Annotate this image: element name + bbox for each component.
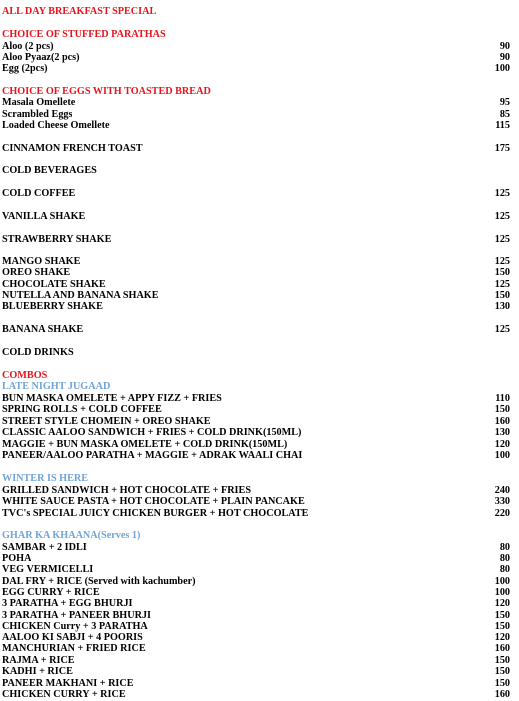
menu-item-name: MANCHURIAN + FRIED RICE [2, 643, 146, 654]
menu-item [2, 267, 510, 279]
menu-item-price: 80 [499, 564, 510, 575]
menu-item-name: PANEER MAKHANI + RICE [2, 678, 134, 689]
menu-item-name: SPRING ROLLS + COLD COFFEE [2, 404, 162, 415]
menu-item-name: 3 PARATHA + EGG BHURJI [2, 598, 133, 609]
menu-item-name: Scrambled Eggs [2, 109, 73, 120]
menu-item-name: GRILLED SANDWICH + HOT CHOCOLATE + FRIES [2, 485, 251, 496]
menu-item-name: TVC's SPECIAL JUICY CHICKEN BURGER + HOT CHOCOLATE [2, 508, 309, 519]
menu-item-name: 3 PARATHA + PANEER BHURJI [2, 610, 151, 621]
menu-item [2, 188, 510, 200]
section-heading: WINTER IS HERE [2, 473, 89, 484]
menu-item-name: CINNAMON FRENCH TOAST [2, 143, 143, 154]
menu-item-price: 150 [494, 678, 510, 689]
menu-item-price: 80 [499, 542, 510, 553]
menu-item-price: 240 [494, 485, 510, 496]
menu-item [2, 427, 510, 439]
menu-item-price: 100 [494, 587, 510, 598]
menu-item [2, 324, 510, 336]
menu-item-name: STREET STYLE CHOMEIN + OREO SHAKE [2, 416, 211, 427]
menu-item [2, 666, 510, 678]
menu-item-price: 160 [494, 416, 510, 427]
menu-item-price: 150 [494, 655, 510, 666]
menu-title: ALL DAY BREAKFAST SPECIAL [2, 6, 157, 17]
menu-item-price: 125 [494, 211, 510, 222]
menu-item-name: STRAWBERRY SHAKE [2, 234, 112, 245]
menu-item-name: BLUEBERRY SHAKE [2, 301, 103, 312]
menu-item [2, 143, 510, 155]
menu-item-price: 150 [494, 290, 510, 301]
menu-item-price: 120 [494, 598, 510, 609]
section-heading: CHOICE OF EGGS WITH TOASTED BREAD [2, 86, 211, 97]
menu-item-price: 150 [494, 621, 510, 632]
menu-item-name: DAL FRY + RICE (Served with kachumber) [2, 576, 196, 587]
menu-item-name: BUN MASKA OMELETE + APPY FIZZ + FRIES [2, 393, 222, 404]
menu-item-price: 160 [494, 689, 510, 700]
menu-item [2, 598, 510, 610]
menu-item-name: EGG CURRY + RICE [2, 587, 100, 598]
menu-item-name: CHICKEN Curry + 3 PARATHA [2, 621, 148, 632]
menu-item-price: 90 [499, 41, 510, 52]
menu-item-price: 115 [495, 120, 510, 131]
menu-item [2, 689, 510, 701]
menu-item [2, 496, 510, 508]
menu-item-name: KADHI + RICE [2, 666, 73, 677]
menu-item-price: 150 [494, 610, 510, 621]
menu-item [2, 347, 510, 359]
menu-item-name: NUTELLA AND BANANA SHAKE [2, 290, 159, 301]
menu-item [2, 165, 510, 177]
menu-item-price: 110 [495, 393, 510, 404]
menu-item-name: WHITE SAUCE PASTA + HOT CHOCOLATE + PLAIN PANCAKE [2, 496, 305, 507]
menu-item [2, 450, 510, 462]
menu-item-price: 90 [499, 52, 510, 63]
menu-item-name: MANGO SHAKE [2, 256, 81, 267]
menu-item [2, 211, 510, 223]
section-heading: LATE NIGHT JUGAAD [2, 381, 111, 392]
menu-item-price: 130 [494, 427, 510, 438]
menu-item-price: 125 [494, 234, 510, 245]
menu-item-price: 150 [494, 267, 510, 278]
menu-item [2, 234, 510, 246]
menu-item-name: POHA [2, 553, 32, 564]
menu-item-name: COLD COFFEE [2, 188, 76, 199]
menu-item [2, 564, 510, 576]
menu-item-name: AALOO KI SABJI + 4 POORIS [2, 632, 143, 643]
menu-item-price: 100 [494, 576, 510, 587]
menu-item-name: Masala Omellete [2, 97, 76, 108]
menu-item-name: BANANA SHAKE [2, 324, 84, 335]
menu-item-name: VANILLA SHAKE [2, 211, 86, 222]
menu-item-price: 100 [494, 450, 510, 461]
menu-item-price: 125 [494, 256, 510, 267]
section-heading: GHAR KA KHAANA(Serves 1) [2, 530, 141, 541]
menu-item-name: CHICKEN CURRY + RICE [2, 689, 126, 700]
menu-item-price: 130 [494, 301, 510, 312]
menu-item-name: PANEER/AALOO PARATHA + MAGGIE + ADRAK WAALI CHAI [2, 450, 303, 461]
menu-item-price: 80 [499, 553, 510, 564]
menu-item-price: 125 [494, 324, 510, 335]
menu-item [2, 301, 510, 313]
menu-item-price: 125 [494, 279, 510, 290]
menu-item-price: 100 [494, 63, 510, 74]
menu-item-price: 120 [494, 632, 510, 643]
menu-item-name: Aloo (2 pcs) [2, 41, 54, 52]
menu-item [2, 120, 510, 132]
menu-item-name: Egg (2pcs) [2, 63, 48, 74]
menu-item-price: 125 [494, 188, 510, 199]
menu-item [2, 63, 510, 75]
menu-item [2, 97, 510, 109]
menu-item [2, 508, 510, 520]
menu-item-price: 120 [494, 439, 510, 450]
menu-item-name: CLASSIC AALOO SANDWICH + FRIES + COLD DRINK(150ML) [2, 427, 302, 438]
menu-item-name: MAGGIE + BUN MASKA OMELETE + COLD DRINK(150ML) [2, 439, 288, 450]
menu-item-price: 85 [499, 109, 510, 120]
section-heading: COMBOS [2, 370, 48, 381]
menu-item-name: VEG VERMICELLI [2, 564, 94, 575]
menu-item-price: 160 [494, 643, 510, 654]
menu-item-name: COLD DRINKS [2, 347, 74, 358]
section-heading: CHOICE OF STUFFED PARATHAS [2, 29, 166, 40]
menu-item-name: COLD BEVERAGES [2, 165, 97, 176]
menu-item-name: CHOCOLATE SHAKE [2, 279, 106, 290]
menu-item-name: Aloo Pyaaz(2 pcs) [2, 52, 80, 63]
menu-item-name: Loaded Cheese Omellete [2, 120, 110, 131]
menu-item [2, 643, 510, 655]
menu-item-name: OREO SHAKE [2, 267, 71, 278]
menu-item [2, 404, 510, 416]
menu-item-price: 175 [494, 143, 510, 154]
menu-item-name: RAJMA + RICE [2, 655, 75, 666]
menu-item-price: 220 [494, 508, 510, 519]
menu-item-price: 330 [494, 496, 510, 507]
menu-item-price: 150 [494, 404, 510, 415]
menu-item-price: 150 [494, 666, 510, 677]
menu-item-name: SAMBAR + 2 IDLI [2, 542, 87, 553]
menu-item-price: 95 [499, 97, 510, 108]
